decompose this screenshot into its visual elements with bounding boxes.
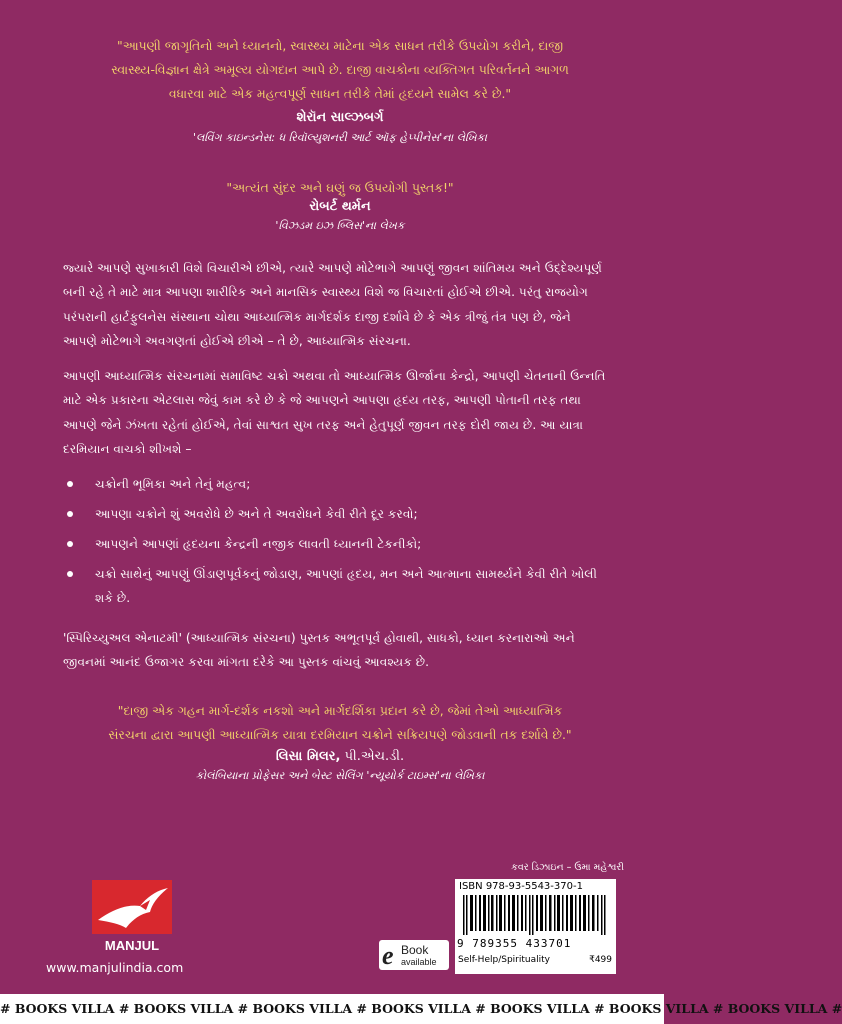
quote-3-source: કોલંબિયાના પ્રોફેસર અને બેસ્ટ સેલિંગ 'ન્યૂયોર્ક ટાઇમ્સ'ના લેખિકા	[195, 769, 485, 782]
svg-text:MANJUL: MANJUL	[104, 938, 160, 953]
svg-text:Book: Book	[401, 943, 429, 957]
bullet-icon	[67, 511, 73, 517]
bullet-icon	[67, 571, 73, 577]
intro-paragraph: જ્યારે આપણે સુખાકારી વિશે વિચારીએ છીએ, ત્યારે આપણે મોટેભાગે આપણું જીવન શાંતિમય અને ઉદ્દેશ્યપૂર્ણ બની રહે તે માટે માત્ર આપણા શારીરિક અને માનસિક સ્વાસ્થ્ય વિશે જ વિચારતાં હોઈએ છીએ. પરંતુ રાજયોગ પરંપરાની હાર્ટફુલનેસ સંસ્થાના ચોથા આધ્યાત્મિક માર્ગદર્શક દાજી દર્શાવે છે કે એક ત્રીજું તંત્ર પણ છે, જેને આપણે મોટેભાગે અવગણતાં હોઈએ છીએ – તે છે, આધ્યાત્મિક સંરચના.	[63, 261, 603, 349]
publisher-logo	[92, 880, 172, 954]
quote-1-author: શેરૉન સાલ્ઝબર્ગ	[296, 110, 384, 125]
quote-3-line: સંરચના દ્વારા આપણી આધ્યાત્મિક યાત્રા દરમિયાન ચક્રોને સક્રિયપણે જોડવાની તક દર્શાવે છે."	[108, 727, 572, 742]
quote-1	[60, 34, 620, 106]
isbn-text: ISBN 978-93-5543-370-1	[459, 881, 583, 892]
learning-list	[63, 472, 608, 616]
crane-logo-icon	[92, 880, 172, 954]
book-price: ₹499	[589, 955, 612, 965]
list-item: ચક્રોની ભૂમિકા અને તેનું મહત્વ;	[63, 472, 608, 496]
quote-3-author: લિસા મિલર, પી.એચ.ડી.	[275, 749, 405, 764]
quote-3	[60, 699, 620, 747]
bullet-icon	[67, 481, 73, 487]
quote-3-line: "દાજી એક ગહન માર્ગ-દર્શક નકશો અને માર્ગદર્શિકા પ્રદાન કરે છે, જેમાં તેઓ આધ્યાત્મિક	[117, 703, 563, 718]
publisher-website[interactable]: www.manjulindia.com	[46, 960, 184, 975]
barcode-box	[455, 879, 616, 974]
quote-2-source: 'વિઝડમ ઇઝ બ્લિસ'ના લેખક	[275, 219, 405, 232]
chakra-paragraph: આપણી આધ્યાત્મિક સંરચનામાં સમાવિષ્ટ ચક્રો અથવા તો આધ્યાત્મિક ઊર્જાના કેન્દ્રો, આપણી ચેતનાની ઉન્નતિ માટે એક પ્રકારના એટલાસ જેવું કામ કરે છે કે જે આપણને આપણા હૃદય તરફ, આપણી પોતાની તરફ તથા આપણે જેને ઝંખતા રહેતાં હોઈએ, તેવાં સાશ્વત સુખ તરફ અને હેતુપૂર્ણ જીવન તરફ દોરી જાય છે. આ યાત્રા દરમિયાન વાચકો શીખશે –	[63, 369, 606, 457]
books-villa-strip: # BOOKS VILLA # BOOKS VILLA # BOOKS VILLA # BOOKS VILLA # BOOKS VILLA # BOOKS VILLA # BOOKS VILLA #	[0, 994, 664, 1024]
list-item: આપણને આપણાં હૃદયના કેન્દ્રની નજીક લાવતી ધ્યાનની ટેકનીકો;	[63, 532, 608, 556]
quote-3-author-degree: પી.એચ.ડી.	[344, 749, 405, 764]
barcode-icon	[463, 895, 609, 935]
svg-text:available: available	[401, 957, 437, 967]
ebook-e-icon: e	[382, 941, 394, 970]
book-category: Self-Help/Spirituality	[458, 955, 550, 965]
barcode-number: 9 789355 433701	[457, 937, 572, 950]
ebook-badge	[379, 940, 449, 970]
quote-2-line: "અત્યંત સુંદર અને ઘણું જ ઉપયોગી પુસ્તક!"	[226, 180, 454, 195]
quote-1-line: "આપણી જાગૃતિનો અને ધ્યાનનો, સ્વાસ્થ્ય માટેના એક સાધન તરીકે ઉપયોગ કરીને, દાજી	[117, 38, 563, 53]
quote-1-line: વધારવા માટે એક મહત્વપૂર્ણ સાધન તરીકે તેમાં હૃદયને સામેલ કરે છે."	[168, 86, 512, 101]
list-item: ચક્રો સાથેનું આપણું ઊંડાણપૂર્વકનું જોડાણ, આપણાં હૃદય, મન અને આત્માના સામર્થ્યને કેવી રીતે ખોલી શકે છે.	[63, 562, 608, 610]
quote-2-author: રોબર્ટ થર્મન	[309, 199, 371, 214]
quote-1-source: 'લવિંગ કાઇન્ડનેસ: ધ રિવૉલ્યુશનરી આર્ટ ઑફ હેપ્પીનેસ'ના લેખિકા	[192, 131, 488, 144]
quote-1-line: સ્વાસ્થ્ય-વિજ્ઞાન ક્ષેત્રે અમૂલ્ય યોગદાન આપે છે. દાજી વાચકોના વ્યક્તિગત પરિવર્તનને આગળ	[111, 62, 569, 77]
summary-paragraph: 'સ્પિરિચ્યુઅલ એનાટમી' (આધ્યાત્મિક સંરચના) પુસ્તક અભૂતપૂર્વ હોવાથી, સાધકો, ધ્યાન કરનારાઓ અને જીવનમાં આનંદ ઉજાગર કરવા માંગતા દરેકે આ પુસ્તક વાંચવું આવશ્યક છે.	[63, 631, 575, 670]
list-item: આપણા ચક્રોને શું અવરોધે છે અને તે અવરોધને કેવી રીતે દૂર કરવો;	[63, 502, 608, 526]
bullet-icon	[67, 541, 73, 547]
cover-design-credit: કવર ડિઝાઇન – ઉમા મહેશ્વરી	[511, 862, 624, 873]
